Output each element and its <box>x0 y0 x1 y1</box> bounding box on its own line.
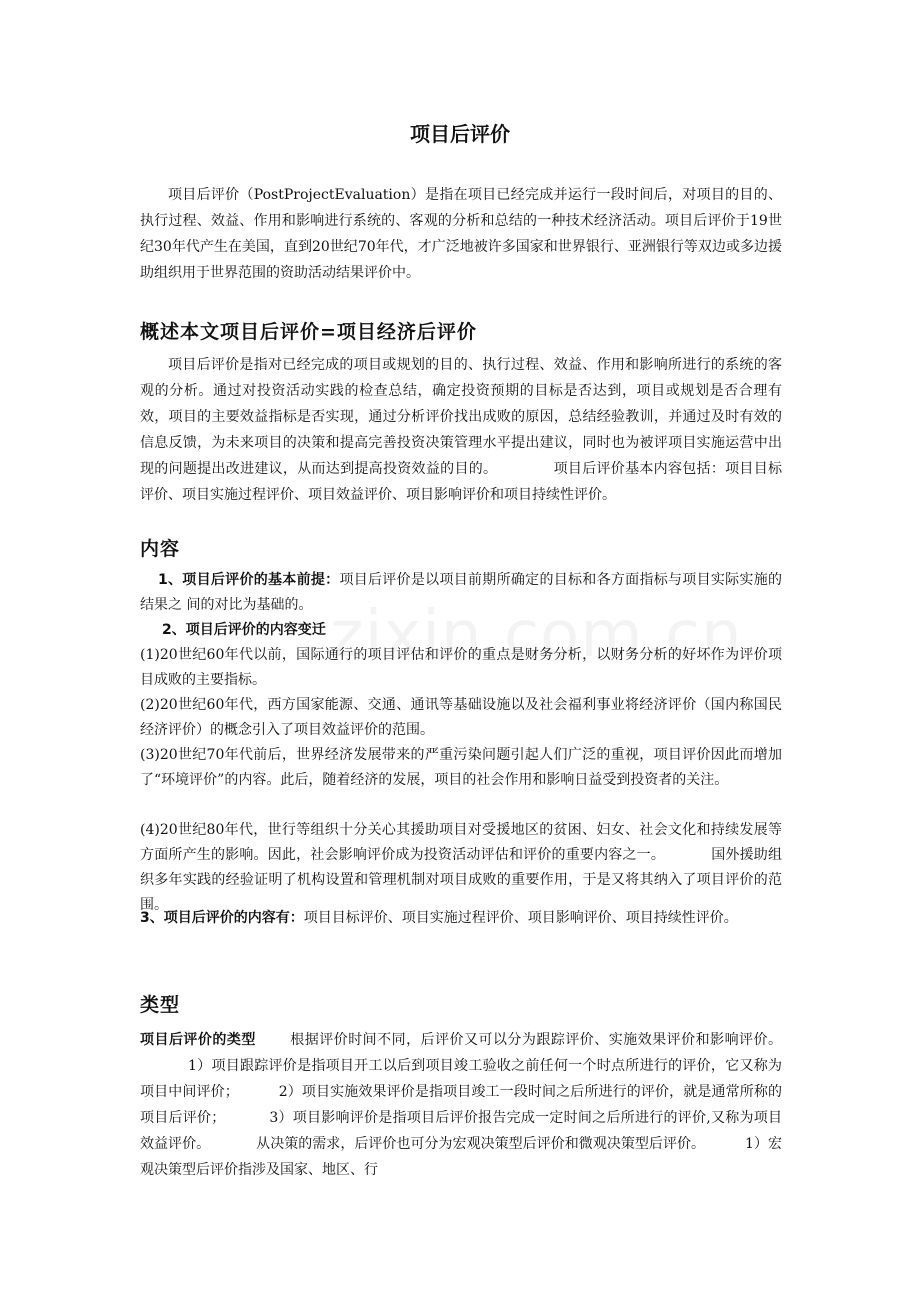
content-item-3-text: 项目目标评价、项目实施过程评价、项目影响评价、项目持续性评价。 <box>303 910 738 926</box>
content-paragraph-4b: 国外援助组织多年实践的经验证明了机构设置和管理机制对项目成败的重要作用，于是又将其纳入了项目评价的范围。 <box>140 847 782 913</box>
content-item-1-text: 项目后评价是以项目前期所确定的目标和各方面指标与项目实际实施的结果之 间的对比为基础的。 <box>140 572 782 613</box>
intro-paragraph: 项目后评价（PostProjectEvaluation）是指在项目已经完成并运行一段时间后，对项目的目的、执行过程、效益、作用和影响进行系统的、客观的分析和总结的一种技术经济活动。项目后评价于19世纪30年代产生在美国，直到20世纪70年代，才广泛地被许多国家和世界银行、亚洲银行等双边或多边援助组织用于世界范围的资助活动结果评价中。 <box>140 187 782 281</box>
types-sentence-3: 2）项目实施效果评价是指项目竣工一段时间之后所进行的评价，就是通常所称的项目后评价； <box>140 1084 783 1126</box>
content-item-2 <box>140 618 782 643</box>
overview-heading: 概述本文项目后评价=项目经济后评价 <box>140 321 477 343</box>
content-heading: 内容 <box>140 538 181 560</box>
types-label: 项目后评价的类型 <box>140 1032 256 1048</box>
overview-text-1: 项目后评价是指对已经完成的项目或规划的目的、执行过程、效益、作用和影响所进行的系统的客观的分析。通过对投资活动实践的检查总结，确定投资预期的目标是否达到，项目或规划是否合理有效，项目的主要效益指标是否实现，通过分析评价找出成败的原因，总结经验教训，并通过及时有效的信息反馈，为未来项目的决策和提高完善投资决策管理水平提出建议，同时也为被评项目实施运营中出现的问题提出改进建议，从而达到提高投资效益的目的。 <box>140 357 782 477</box>
types-sentence-6: 1）宏观决策型后评价指涉及国家、地区、行 <box>140 1136 782 1178</box>
content-paragraph-2: (2)20世纪60年代，西方国家能源、交通、通讯等基础设施以及社会福利事业将经济评价（国内称国民经济评价）的概念引入了项目效益评价的范围。 <box>140 697 782 738</box>
content-item-1 <box>140 568 782 618</box>
overview-text-2: 项目后评价基本内容包括：项目目标评价、项目实施过程评价、项目效益评价、项目影响评价和项目持续性评价。 <box>140 461 783 503</box>
content-paragraph-1: (1)20世纪60年代以前，国际通行的项目评估和评价的重点是财务分析，以财务分析的好坏作为评价项目成败的主要指标。 <box>140 647 782 688</box>
content-item-3-label: 3、项目后评价的内容有： <box>140 910 304 926</box>
types-heading: 类型 <box>140 994 181 1016</box>
content-item-1-label: 1、项目后评价的基本前提： <box>158 572 340 588</box>
content-paragraph-4a: (4)20世纪80年代，世行等组织十分关心其援助项目对受援地区的贫困、妇女、社会文化和持续发展等方面所产生的影响。因此，社会影响评价成为投资活动评估和评价的重要内容之一。 <box>140 822 782 863</box>
types-sentence-5: 从决策的需求，后评价也可分为宏观决策型后评价和微观决策型后评价。 <box>256 1136 706 1152</box>
content-item-2-label: 2、项目后评价的内容变迁 <box>162 622 326 638</box>
content-paragraph-4 <box>140 818 782 918</box>
overview-paragraph <box>140 352 782 508</box>
types-sentence-2: 1）项目跟踪评价是指项目开工以后到项目竣工验收之前任何一个时点所进行的评价，它又称为项目中间评价； <box>140 1058 782 1100</box>
content-item-3 <box>140 906 782 931</box>
content-paragraph-3: (3)20世纪70年代前后，世界经济发展带来的严重污染问题引起人们广泛的重视，项目评价因此而增加了“环境评价”的内容。此后，随着经济的发展，项目的社会作用和影响日益受到投资者的关注。 <box>140 747 782 788</box>
document-title: 项目后评价 <box>410 122 510 146</box>
types-sentence-1: 根据评价时间不同，后评价又可以分为跟踪评价、实施效果评价和影响评价。 <box>289 1032 783 1048</box>
types-sentence-4: 3）项目影响评价是指项目后评价报告完成一定时间之后所进行的评价,又称为项目效益评价。 <box>140 1110 783 1152</box>
types-paragraph <box>140 1027 782 1183</box>
